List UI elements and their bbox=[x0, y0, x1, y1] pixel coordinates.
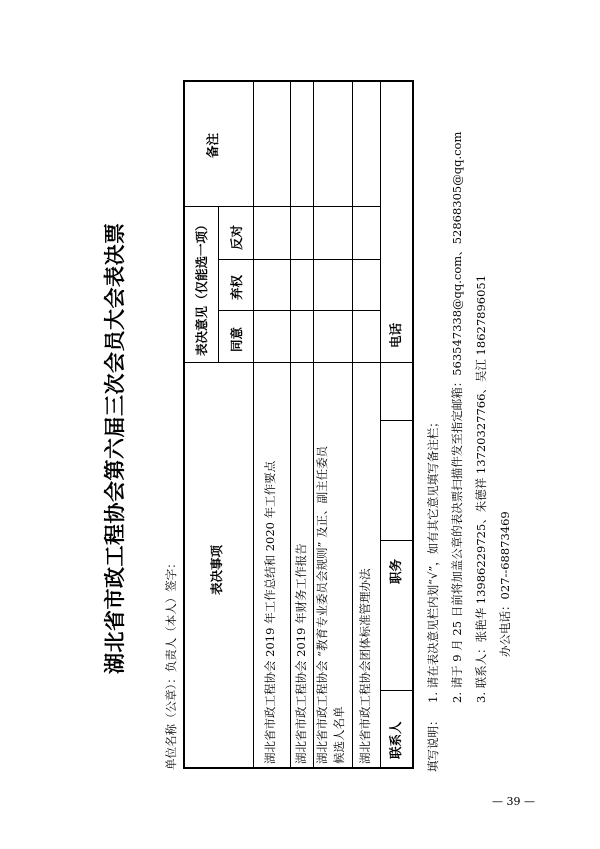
contact-label: 联系人 bbox=[388, 721, 403, 759]
note-1: 1. 请在表决意见栏内划“√”，如有其它意见填写备注栏； bbox=[426, 416, 440, 703]
phone-label: 电话 bbox=[388, 322, 403, 348]
position-label: 职务 bbox=[388, 558, 403, 584]
header-remark: 备注 bbox=[205, 132, 220, 158]
header-opinion: 表决意见（仅能选一项） bbox=[194, 218, 209, 356]
unit-signature-line: 单位名称（公章）：负责人（本人）签字： bbox=[164, 557, 178, 770]
note-4: 办公电话：027--68873469 bbox=[498, 511, 512, 657]
item-row-3a: 湖北省市政工程协会 “教育专业委员会规则” 及正、副主任委员 bbox=[315, 445, 329, 764]
note-2: 2. 请于 9 月 25 日前将加盖公章的表决票扫描件发至指定邮箱：563547338@qq.com、52868305@qq.com bbox=[450, 131, 464, 703]
ballot-title: 湖北省市政工程协会第六届三次会员大会表决票 bbox=[102, 222, 127, 674]
item-row-2: 湖北省市政工程协会 2019 年财务工作报告 bbox=[294, 543, 308, 764]
header-agree: 同意 bbox=[229, 326, 244, 352]
item-row-4: 湖北省市政工程协会团体标准管理办法 bbox=[358, 568, 372, 764]
note-3: 3. 联系人：张艳华 13986229725、朱德祥 13720327766、吴江 18627896051 bbox=[474, 274, 488, 703]
item-row-1: 湖北省市政工程协会 2019 年工作总结和 2020 年工作要点 bbox=[263, 460, 277, 764]
notes-heading: 填写说明： bbox=[426, 714, 440, 772]
header-oppose: 反对 bbox=[229, 224, 244, 250]
item-row-3b: 候选人名单 bbox=[332, 706, 346, 764]
header-abstain: 弃权 bbox=[229, 274, 244, 300]
page-number: — 39 — bbox=[492, 795, 535, 808]
header-matter: 表决事项 bbox=[209, 544, 224, 595]
